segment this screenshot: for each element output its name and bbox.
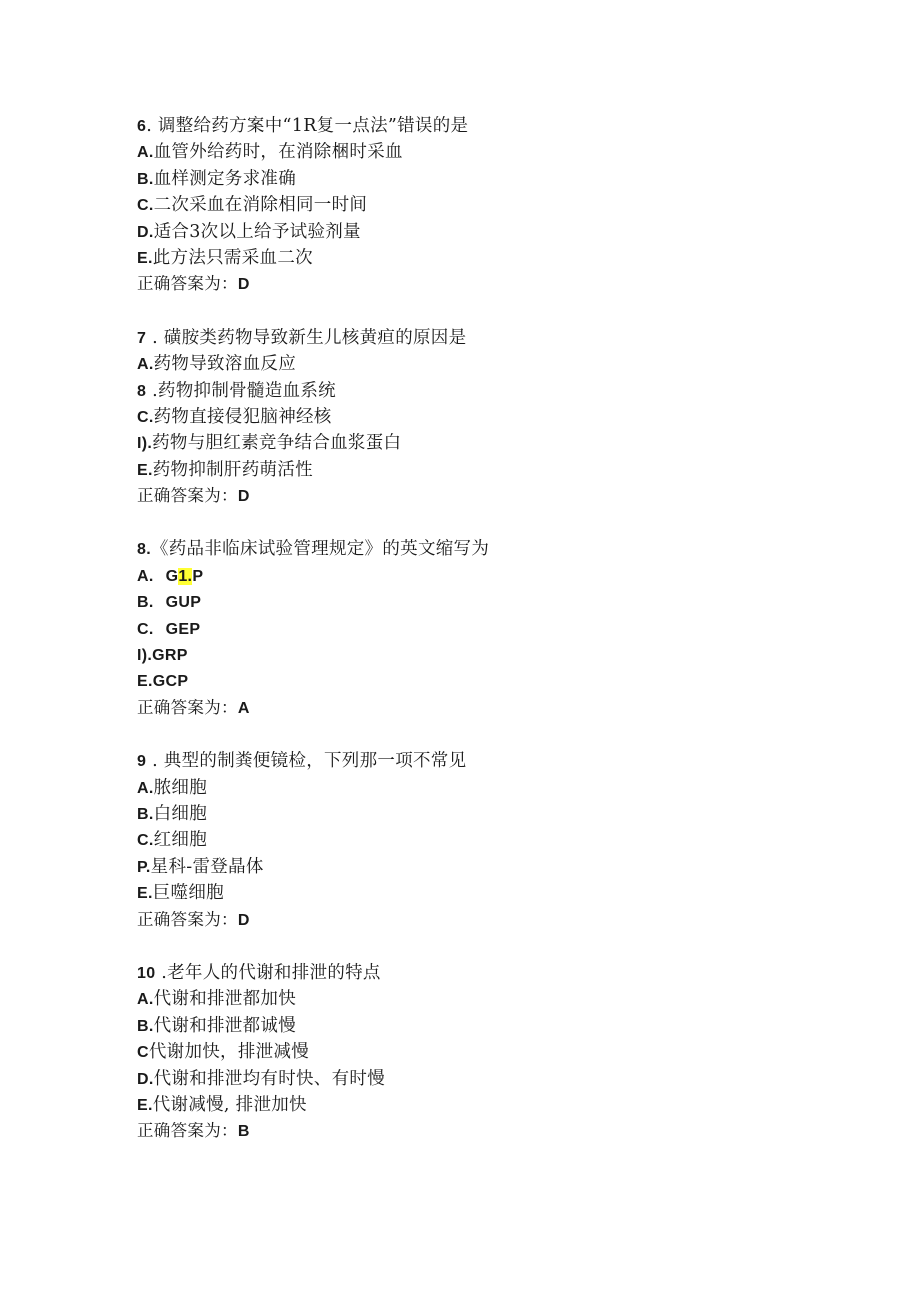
option-a: [137, 986, 837, 1012]
option-label: A.: [137, 779, 154, 797]
option-label: D.: [137, 1070, 154, 1088]
option-text: 血样测定务求准确: [153, 168, 297, 189]
answer-value: D: [237, 488, 250, 506]
option-c: [137, 404, 837, 430]
option-text: 红细胞: [153, 830, 208, 851]
option-text: 药物直接侵犯脑神经核: [153, 406, 332, 427]
option-c: [137, 616, 837, 642]
question-number: 10: [137, 964, 156, 982]
option-c: [137, 192, 837, 218]
answer-line: [137, 271, 837, 297]
option-label: B.: [137, 594, 154, 612]
option-b: [137, 1013, 837, 1039]
question-number: 9: [137, 753, 147, 771]
answer-value: D: [237, 276, 250, 294]
answer-line: [137, 907, 837, 933]
option-text: 星科-雷登晶体: [150, 856, 264, 877]
option-e: [137, 457, 837, 483]
question-stem: [137, 113, 837, 139]
question-text: . 调整给药方案中“1R复一点法”错误的是: [146, 116, 469, 136]
highlighted-text: 1.: [178, 567, 193, 585]
option-e: [137, 245, 837, 271]
option-text: 二次采血在消除相同一时间: [153, 195, 368, 216]
question-stem: [137, 960, 837, 986]
option-label: C.: [137, 832, 154, 850]
option-b: [137, 589, 837, 615]
answer-value: D: [237, 911, 250, 929]
option-c: [137, 1039, 837, 1065]
question-stem: [137, 536, 837, 562]
option-text: .药物抑制骨髓造血系统: [146, 380, 336, 401]
question-number: 7: [137, 329, 147, 347]
option-e: [137, 880, 837, 906]
option-a: [137, 351, 837, 377]
answer-label: 正确答案为：: [137, 909, 238, 929]
option-c: [137, 827, 837, 853]
option-label: P.: [137, 858, 151, 876]
option-label: E.: [137, 885, 153, 903]
option-d: [137, 642, 837, 668]
question-block-10: [137, 960, 837, 1145]
option-text: 代谢加快，排泄减慢: [148, 1042, 310, 1063]
option-text: 巨噬细胞: [152, 883, 224, 904]
option-a: [137, 139, 837, 165]
answer-label: 正确答案为：: [137, 486, 238, 506]
option-text: 药物导致溶血反应: [153, 354, 297, 375]
option-label: D.: [137, 223, 154, 241]
option-d: [137, 1066, 837, 1092]
option-label: 8: [137, 382, 147, 400]
option-e: [137, 668, 837, 694]
question-block-8: [137, 536, 837, 721]
question-block-6: [137, 113, 837, 298]
option-label: C.: [137, 620, 154, 638]
answer-value: B: [237, 1123, 250, 1141]
option-label: I).: [137, 647, 153, 665]
option-text: GUP: [165, 594, 202, 612]
option-text: 代谢减慢, 排泄加快: [152, 1094, 307, 1115]
option-text: 代谢和排泄均有时快、有时慢: [153, 1068, 386, 1089]
option-text: 适合3次以上给予试验剂量: [153, 221, 361, 242]
option-d: [137, 430, 837, 456]
answer-label: 正确答案为：: [137, 1121, 238, 1141]
question-text: . 典型的制粪便镜检，下列那一项不常见: [146, 751, 467, 772]
option-text: G1.P: [165, 567, 204, 585]
option-label: E.: [137, 249, 153, 267]
question-text: . 磺胺类药物导致新生儿核黄疸的原因是: [146, 327, 467, 348]
answer-label: 正确答案为：: [137, 274, 238, 294]
option-text: 药物抑制肝药萌活性: [152, 459, 313, 480]
option-a: [137, 563, 837, 589]
question-block-9: [137, 748, 837, 933]
option-d: [137, 854, 837, 880]
question-number: 8.: [137, 541, 151, 559]
option-text: 代谢和排泄都诚慢: [153, 1015, 297, 1036]
answer-label: 正确答案为：: [137, 697, 238, 717]
option-label: I).: [137, 435, 153, 453]
question-text: 《药品非临床试验管理规定》的英文缩写为: [150, 539, 490, 560]
option-text: 此方法只需采血二次: [152, 247, 313, 268]
option-a: [137, 775, 837, 801]
option-b: [137, 801, 837, 827]
option-label: A.: [137, 567, 154, 585]
question-stem: [137, 325, 837, 351]
option-text: GRP: [152, 647, 188, 665]
option-text: GEP: [165, 620, 201, 638]
option-text: 白细胞: [153, 803, 208, 824]
option-text: 代谢和排泄都加快: [153, 989, 297, 1010]
option-label: A.: [137, 144, 154, 162]
option-label: E.: [137, 673, 153, 691]
option-label: C.: [137, 408, 154, 426]
option-b: [137, 378, 837, 404]
question-number: 6: [137, 118, 147, 135]
option-text: 药物与胆红素竞争结合血浆蛋白: [152, 433, 402, 454]
document-page: [137, 113, 837, 1172]
option-label: E.: [137, 461, 153, 479]
answer-line: [137, 1118, 837, 1144]
option-text: 血管外给药时，在消除梱时采血: [153, 142, 403, 163]
question-block-7: [137, 325, 837, 510]
option-text: 脓细胞: [153, 777, 208, 798]
question-stem: [137, 748, 837, 774]
option-e: [137, 1092, 837, 1118]
option-label: C.: [137, 197, 154, 215]
option-label: B.: [137, 805, 154, 823]
option-label: A.: [137, 991, 154, 1009]
question-text: .老年人的代谢和排泄的特点: [155, 962, 381, 983]
answer-line: [137, 483, 837, 509]
option-label: B.: [137, 170, 154, 188]
option-b: [137, 166, 837, 192]
option-text: GCP: [152, 673, 189, 691]
option-label: C: [137, 1044, 149, 1062]
option-label: E.: [137, 1096, 153, 1114]
option-label: B.: [137, 1017, 154, 1035]
option-label: A.: [137, 356, 154, 374]
answer-line: [137, 695, 837, 721]
answer-value: A: [237, 699, 250, 717]
option-d: [137, 219, 837, 245]
